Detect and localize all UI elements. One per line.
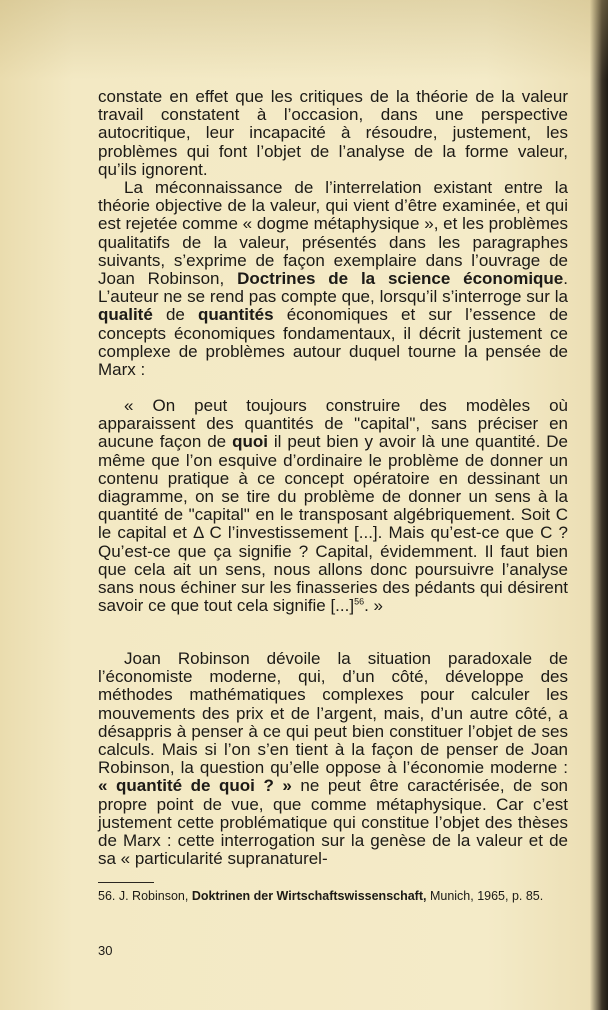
body-text — [98, 88, 568, 379]
paragraph-3: Joan Robinson dévoile la situation paradoxale de l’économiste moderne, qui, d’un côté, développe des méthodes mathématiques complexes pour calculer les mouvements des prix et de l’argent, mais, d’un autre côté, a désappris à penser à ce qui peut bien constituer l’objet de ses calculs. Mais si l’on s’en tient à la façon de penser de Joan Robinson, la question qu’elle oppose à l’économie moderne : « quantité de quoi ? » ne peut être caractérisée, de son propre point de vue, que comme métaphysique. Car c’est justement cette problématique qui constitue l’objet des thèses de Marx : cette interrogation sur la genèse de la valeur et de sa « particularité supranaturel- — [98, 649, 569, 869]
footnote-ref[interactable]: 56 — [354, 596, 365, 607]
page-shadow — [0, 0, 608, 80]
page-number: 30 — [98, 943, 113, 958]
emphasis-qualite: qualité — [98, 305, 153, 325]
block-quote: « On peut toujours construire des modèles où apparaissent des quantités de "capital", sans préciser en aucune façon de quoi il peut bien y avoir là une quantité. De même que l’on esquive d’ordinaire le problème de donner un contenu pratique à ce concept opératoire en dessinant un diagramme, on se tire du problème de donner un sens à la quantité de "capital" en le transposant algébriquement. Soit C le capital et Δ C l’investissement [...]. Mais qu’est-ce que C ? Qu’est-ce que ça signifie ? Capital, évidemment. Il faut bien que cela ait un sens, nous allons donc poursuivre l’analyse sans nous échiner sur les finasseries des pédants qui désirent savoir ce que tout cela signifie [...]$^{56}$. » — [98, 396, 568, 616]
footnote-divider — [98, 882, 154, 883]
paragraph-2: La méconnaissance de l’interrelation existant entre la théorie objective de la valeur, qui vient d’être examinée, et qui est rejetée comme « dogme métaphysique », et les problèmes qualitatifs de la valeur, présentés dans les paragraphes suivants, s’exprime de façon exemplaire dans l’ouvrage de Joan Robinson, Doctrines de la science économique. L’auteur ne se rend pas compte que, lorsqu’il s’interroge sur la qualité de quantités économiques et sur l’essence de concepts économiques fondamentaux, il décrit justement ce complexe de problèmes autour duquel tourne la pensée de Marx : — [98, 178, 569, 380]
paragraph-1: constate en effet que les critiques de la théorie de la valeur travail constatent à l’occasion, dans une perspective autocritique, leur incapacité à résoudre, justement, les problèmes qui font l’objet de l’analyse de la forme valeur, qu’ils ignorent. — [98, 87, 568, 179]
footnote: 56. J. Robinson, Doktrinen der Wirtschaftswissenschaft, Munich, 1965, p. 85. — [98, 889, 544, 903]
emphasis-quoi: quoi — [232, 432, 268, 452]
emphasis-quantite-de-quoi: « quantité de quoi ? » — [98, 776, 292, 796]
book-title: Doctrines de la science économique — [237, 269, 564, 289]
emphasis-quantites: quantités — [198, 305, 274, 325]
footnote-title: Doktrinen der Wirtschaftswissenschaft, — [191, 889, 427, 903]
